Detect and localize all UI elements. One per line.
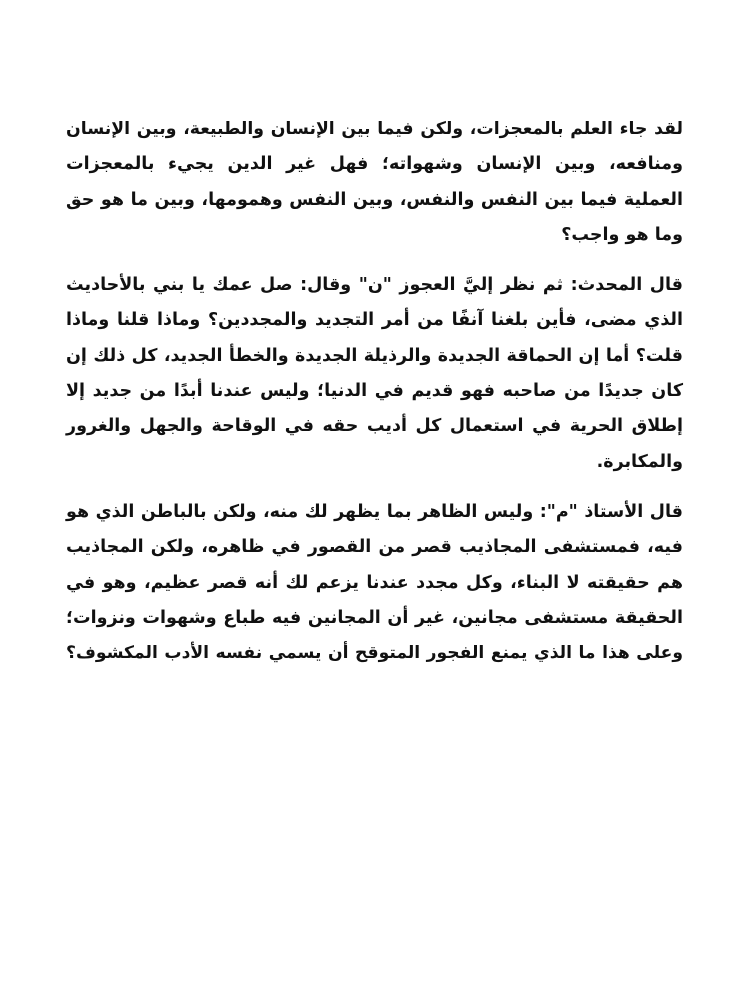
- paragraph-gap: [66, 253, 683, 268]
- text-line: وما هو واجب؟: [561, 224, 683, 245]
- text-line: هم حقيقته لا البناء، وكل مجدد عندنا يزعم لك أنه قصر عظيم، وهو في: [66, 572, 683, 593]
- text-line: قال المحدث: ثم نظر إليَّ العجوز "ن" وقال: صل عمك يا بني بالأحاديث: [66, 275, 683, 296]
- paragraph-2: [66, 268, 683, 480]
- paragraph-gap: [66, 480, 683, 495]
- text-line: ومنافعه، وبين الإنسان وشهواته؛ فهل غير الدين يجيء بالمعجزات: [66, 154, 683, 175]
- text-line: الذي مضى، فأين بلغنا آنفًا من أمر التجديد والمجددين؟ وماذا قلنا وماذا: [66, 310, 683, 331]
- text-line: إطلاق الحرية في استعمال كل أديب حقه في الوقاحة والجهل والغرور: [66, 416, 683, 437]
- text-line: قال الأستاذ "م": وليس الظاهر بما يظهر لك منه، ولكن بالباطن الذي هو: [66, 501, 683, 522]
- paragraph-1: [66, 112, 683, 253]
- text-line: وعلى هذا ما الذي يمنع الفجور المتوقح أن يسمي نفسه الأدب المكشوف؟: [66, 643, 683, 664]
- text-line: قلت؟ أما إن الحماقة الجديدة والرذيلة الجديدة والخطأ الجديد، كل ذلك إن: [66, 345, 683, 366]
- text-line: الحقيقة مستشفى مجانين، غير أن المجانين فيه طباع وشهوات ونزوات؛: [66, 607, 683, 628]
- text-line: والمكابرة.: [596, 451, 683, 472]
- paragraph-3: [66, 495, 683, 671]
- text-line: فيه، فمستشفى المجاذيب قصر من القصور في ظاهره، ولكن المجاذيب: [66, 537, 683, 558]
- text-line: كان جديدًا من صاحبه فهو قديم في الدنيا؛ وليس عندنا أبدًا من جديد إلا: [66, 381, 683, 402]
- document-page: [66, 112, 683, 671]
- text-line: لقد جاء العلم بالمعجزات، ولكن فيما بين الإنسان والطبيعة، وبين الإنسان: [66, 119, 683, 139]
- text-line: العملية فيما بين النفس والنفس، وبين النفس وهمومها، وبين ما هو حق: [66, 189, 683, 210]
